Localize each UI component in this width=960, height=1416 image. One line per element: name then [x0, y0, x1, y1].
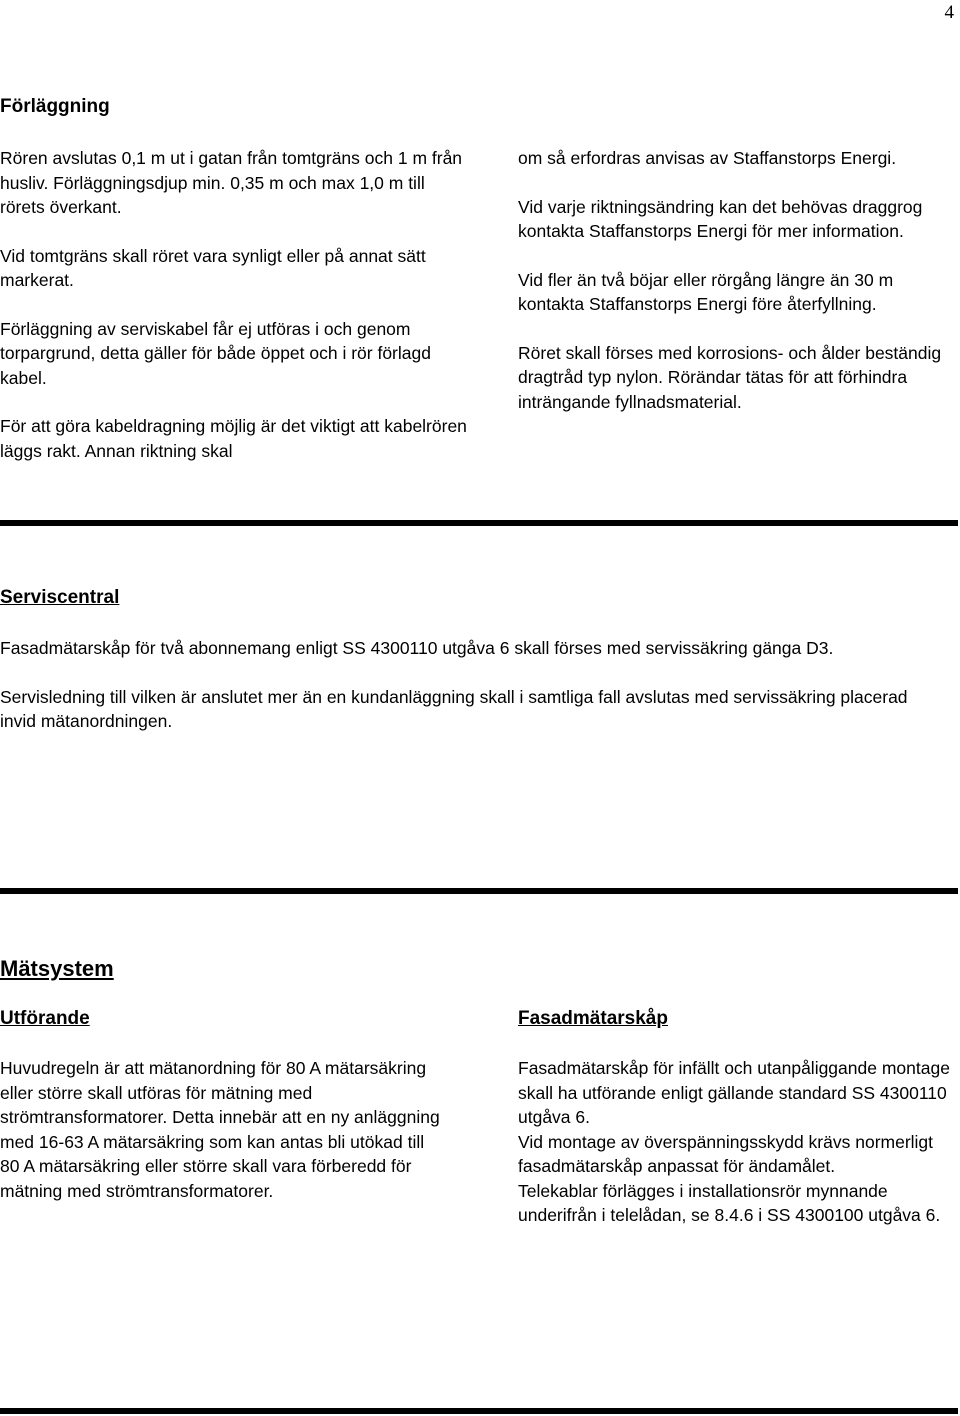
utforande-heading: Utförande	[0, 1008, 90, 1029]
forlaggning-heading: Förläggning	[0, 96, 110, 117]
fasadmatarskap-line: Vid montage av överspänningsskydd krävs normerligt fasadmätarskåp anpassat för ändamålet.	[518, 1131, 934, 1176]
serviscentral-paragraph: Servisledning till vilken är anslutet mer än en kundanläggning skall i samtliga fall avslutas med servissäkring placerad invid mätanordningen.	[0, 686, 908, 731]
fasadmatarskap-column	[518, 1056, 960, 1228]
forlaggning-right-paragraph: Röret skall förses med korrosions- och ålder beständig dragtråd typ nylon. Rörändar tätas för att förhindra inträngande fyllnadsmaterial.	[518, 342, 942, 412]
forlaggning-left-column	[0, 146, 470, 463]
serviscentral-body	[0, 636, 940, 758]
fasadmatarskap-line: Telekablar förlägges i installationsrör mynnande underifrån i telelådan, se 8.4.6 i SS 4300100 utgåva 6.	[518, 1180, 941, 1225]
matsystem-heading: Mätsystem	[0, 956, 114, 981]
forlaggning-left-paragraph: Vid tomtgräns skall röret vara synligt eller på annat sätt markerat.	[0, 245, 426, 290]
section-divider	[0, 520, 958, 526]
utforande-column	[0, 1056, 445, 1203]
forlaggning-right-column	[518, 146, 960, 414]
forlaggning-right-paragraph: Vid fler än två böjar eller rörgång längre än 30 m kontakta Staffanstorps Energi före återfyllning.	[518, 269, 894, 314]
section-divider	[0, 888, 958, 894]
section-divider	[0, 1408, 958, 1414]
forlaggning-right-paragraph: Vid varje riktningsändring kan det behövas draggrog kontakta Staffanstorps Energi för mer information.	[518, 196, 923, 241]
fasadmatarskap-heading: Fasadmätarskåp	[518, 1008, 668, 1029]
forlaggning-left-paragraph: Rören avslutas 0,1 m ut i gatan från tomtgräns och 1 m från husliv. Förläggningsdjup min. 0,35 m och max 1,0 m till rörets överkant.	[0, 148, 463, 217]
forlaggning-left-paragraph: För att göra kabeldragning möjlig är det viktigt att kabelrören läggs rakt. Annan riktning skal	[0, 416, 467, 461]
forlaggning-left-paragraph: Förläggning av serviskabel får ej utföras i och genom torpargrund, detta gäller för både öppet och i rör förlagd kabel.	[0, 318, 431, 388]
fasadmatarskap-line: Fasadmätarskåp för infällt och utanpåliggande montage skall ha utförande enligt gällande standard SS 4300110 utgåva 6.	[518, 1058, 950, 1127]
utforande-text: Huvudregeln är att mätanordning för 80 A mätarsäkring eller större skall utföras för mätning med strömtransformatorer. Detta innebär att en ny anläggning med 16-63 A mätarsäkring som kan antas bli utökad till 80 A mätarsäkring eller större skall vara förberedd för mätning med strömtransformatorer.	[0, 1058, 440, 1201]
forlaggning-right-paragraph: om så erfordras anvisas av Staffanstorps Energi.	[518, 148, 897, 168]
serviscentral-heading: Serviscentral	[0, 587, 120, 608]
serviscentral-paragraph: Fasadmätarskåp för två abonnemang enligt SS 4300110 utgåva 6 skall förses med servissäkring gänga D3.	[0, 638, 834, 658]
page-number: 4	[944, 2, 954, 23]
